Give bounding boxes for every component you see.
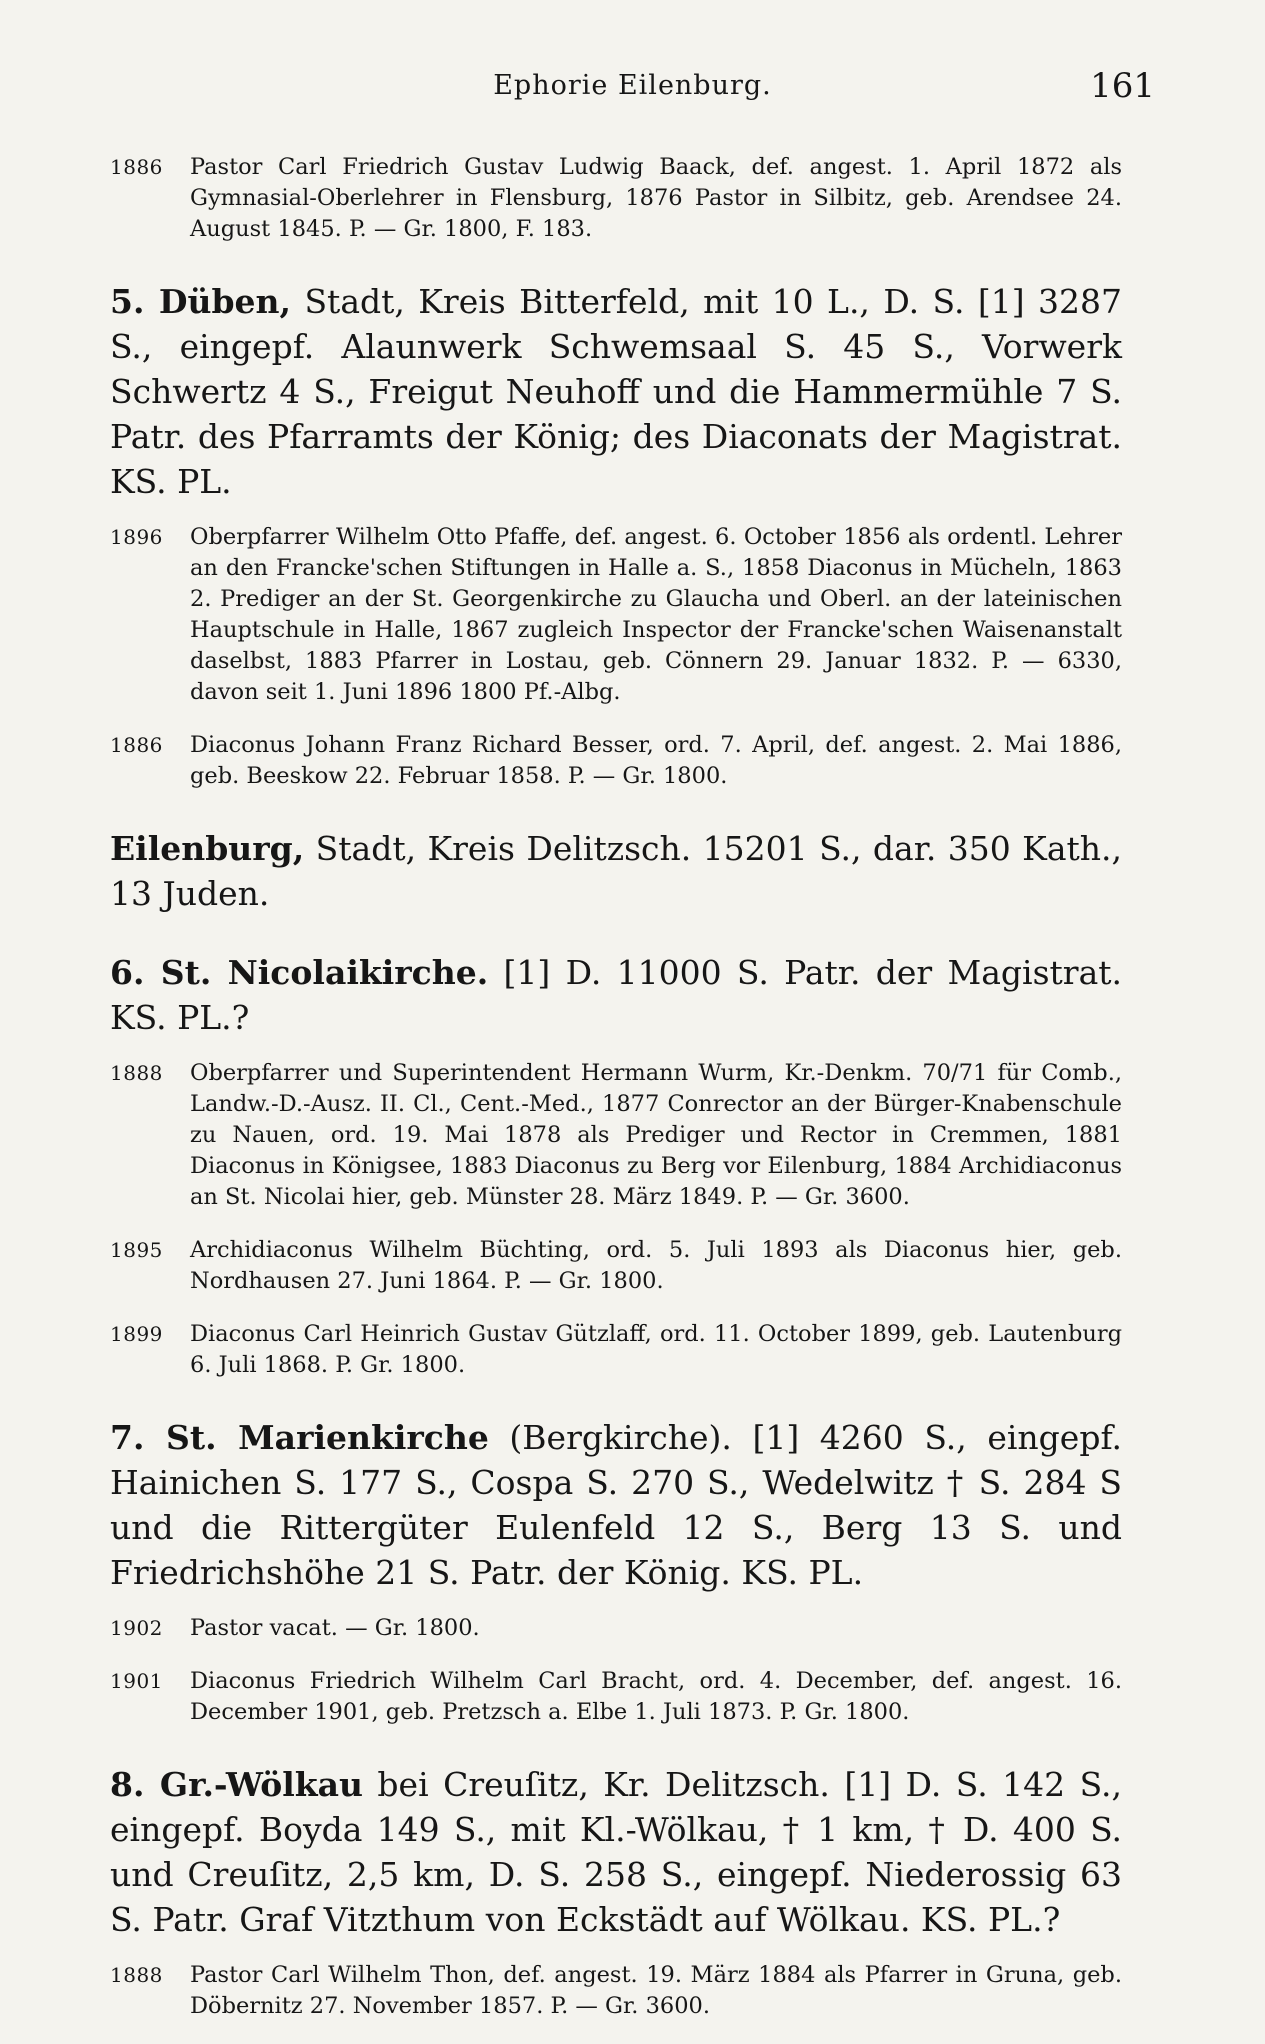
clergy-entry <box>110 152 1122 245</box>
parish-heading <box>110 1762 1122 1942</box>
entry-year: 1902 <box>110 1616 163 1640</box>
parish-heading <box>110 1415 1122 1595</box>
entry-text: Oberpfarrer Wilhelm Otto Pfaffe, def. angest. 6. October 1856 als ordentl. Lehrer an den Francke'schen Stiftungen in Halle a. S., 1858 Diaconus in Mücheln, 1863 2. Prediger an der St. Georgenkirche zu Glaucha und Oberl. an der lateinischen Hauptschule in Halle, 1867 zugleich Inspector der Francke'schen Waisenanstalt daselbst, 1883 Pfarrer in Lostau, geb. Cönnern 29. Januar 1832. P. — 6330, davon seit 1. Juni 1896 1800 Pf.-Albg. <box>190 524 1122 705</box>
page-body <box>110 152 1122 2044</box>
entry-year: 1888 <box>110 1061 163 1085</box>
clergy-entry <box>110 1960 1122 2022</box>
page-header <box>110 66 1155 110</box>
parish-description: Stadt, Kreis Bitterfeld, mit 10 L., D. S. [1] 3287 S., eingepf. Alaunwerk Schwemsaal S. 45 S., Vorwerk Schwertz 4 S., Freigut Neuhoff und die Hammermühle 7 S. Patr. des Pfarramts der König; des Diaconats der Magistrat. KS. PL. <box>110 282 1122 501</box>
parish-name: 5. Düben, <box>110 282 292 321</box>
entry-year: 1896 <box>110 525 163 549</box>
entry-text: Archidiaconus Wilhelm Büchting, ord. 5. Juli 1893 als Diaconus hier, geb. Nordhausen 27. Juni 1864. P. — Gr. 1800. <box>190 1237 1122 1294</box>
parish-description: Stadt, Kreis Delitzsch. 15201 S., dar. 350 Kath., 13 Juden. <box>110 829 1122 913</box>
clergy-entry <box>110 522 1122 708</box>
entry-text: Diaconus Johann Franz Richard Besser, ord. 7. April, def. angest. 2. Mai 1886, geb. Beeskow 22. Februar 1858. P. — Gr. 1800. <box>190 732 1122 789</box>
parish-heading <box>110 279 1122 504</box>
parish-name: 7. St. Marienkirche <box>110 1418 489 1457</box>
entry-text: Oberpfarrer und Superintendent Hermann Wurm, Kr.-Denkm. 70/71 für Comb., Landw.-D.-Ausz. II. Cl., Cent.-Med., 1877 Conrector an der Bürger-Knabenschule zu Nauen, ord. 19. Mai 1878 als Prediger und Rector in Cremmen, 1881 Diaconus in Königsee, 1883 Diaconus zu Berg vor Eilenburg, 1884 Archidiaconus an St. Nicolai hier, geb. Münster 28. März 1849. P. — Gr. 3600. <box>190 1060 1122 1210</box>
entry-year: 1895 <box>110 1238 163 1262</box>
entry-year: 1888 <box>110 1963 163 1987</box>
parish-heading <box>110 950 1122 1040</box>
parish-heading <box>110 826 1122 916</box>
entry-year: 1886 <box>110 733 163 757</box>
clergy-entry <box>110 1235 1122 1297</box>
entry-text: Diaconus Carl Heinrich Gustav Gützlaff, ord. 11. October 1899, geb. Lautenburg 6. Juli 1868. P. Gr. 1800. <box>190 1321 1122 1378</box>
parish-description: (Bergkirche). [1] 4260 S., eingepf. Hainichen S. 177 S., Cospa S. 270 S., Wedelwitz † S. 284 S und die Rittergüter Eulenfeld 12 S., Berg 13 S. und Friedrichshöhe 21 S. Patr. der König. KS. PL. <box>110 1418 1122 1592</box>
parish-description: [1] D. 11000 S. Patr. der Magistrat. KS. PL.? <box>110 953 1123 1037</box>
entry-year: 1899 <box>110 1322 163 1346</box>
entry-text: Pastor Carl Friedrich Gustav Ludwig Baack, def. angest. 1. April 1872 als Gymnasial-Oberlehrer in Flensburg, 1876 Pastor in Silbitz, geb. Arendsee 24. August 1845. P. — Gr. 1800, F. 183. <box>190 154 1122 242</box>
entry-year: 1901 <box>110 1669 163 1693</box>
parish-name: Eilenburg, <box>110 829 305 868</box>
page-number: 161 <box>1090 66 1155 106</box>
clergy-entry <box>110 1666 1122 1728</box>
entry-text: Pastor Carl Wilhelm Thon, def. angest. 19. März 1884 als Pfarrer in Gruna, geb. Döbernitz 27. November 1857. P. — Gr. 3600. <box>190 1962 1122 2019</box>
clergy-entry <box>110 1319 1122 1381</box>
running-title: Ephorie Eilenburg. <box>493 70 772 101</box>
parish-description: bei Creuſitz, Kr. Delitzsch. [1] D. S. 142 S., eingepf. Boyda 149 S., mit Kl.-Wölkau, † 1 km, † D. 400 S. und Creuſitz, 2,5 km, D. S. 258 S., eingepf. Niederossig 63 S. Patr. Graf Vitzthum von Eckstädt auf Wölkau. KS. PL.? <box>110 1765 1123 1939</box>
clergy-entry <box>110 1613 1122 1644</box>
entry-text: Pastor vacat. — Gr. 1800. <box>190 1615 480 1641</box>
clergy-entry <box>110 730 1122 792</box>
parish-name: 6. St. Nicolaikirche. <box>110 953 489 992</box>
entry-year: 1886 <box>110 155 163 179</box>
parish-name: 8. Gr.-Wölkau <box>110 1765 363 1804</box>
entry-text: Diaconus Friedrich Wilhelm Carl Bracht, ord. 4. December, def. angest. 16. December 1901, geb. Pretzsch a. Elbe 1. Juli 1873. P. Gr. 1800. <box>190 1668 1122 1725</box>
clergy-entry <box>110 1058 1122 1213</box>
